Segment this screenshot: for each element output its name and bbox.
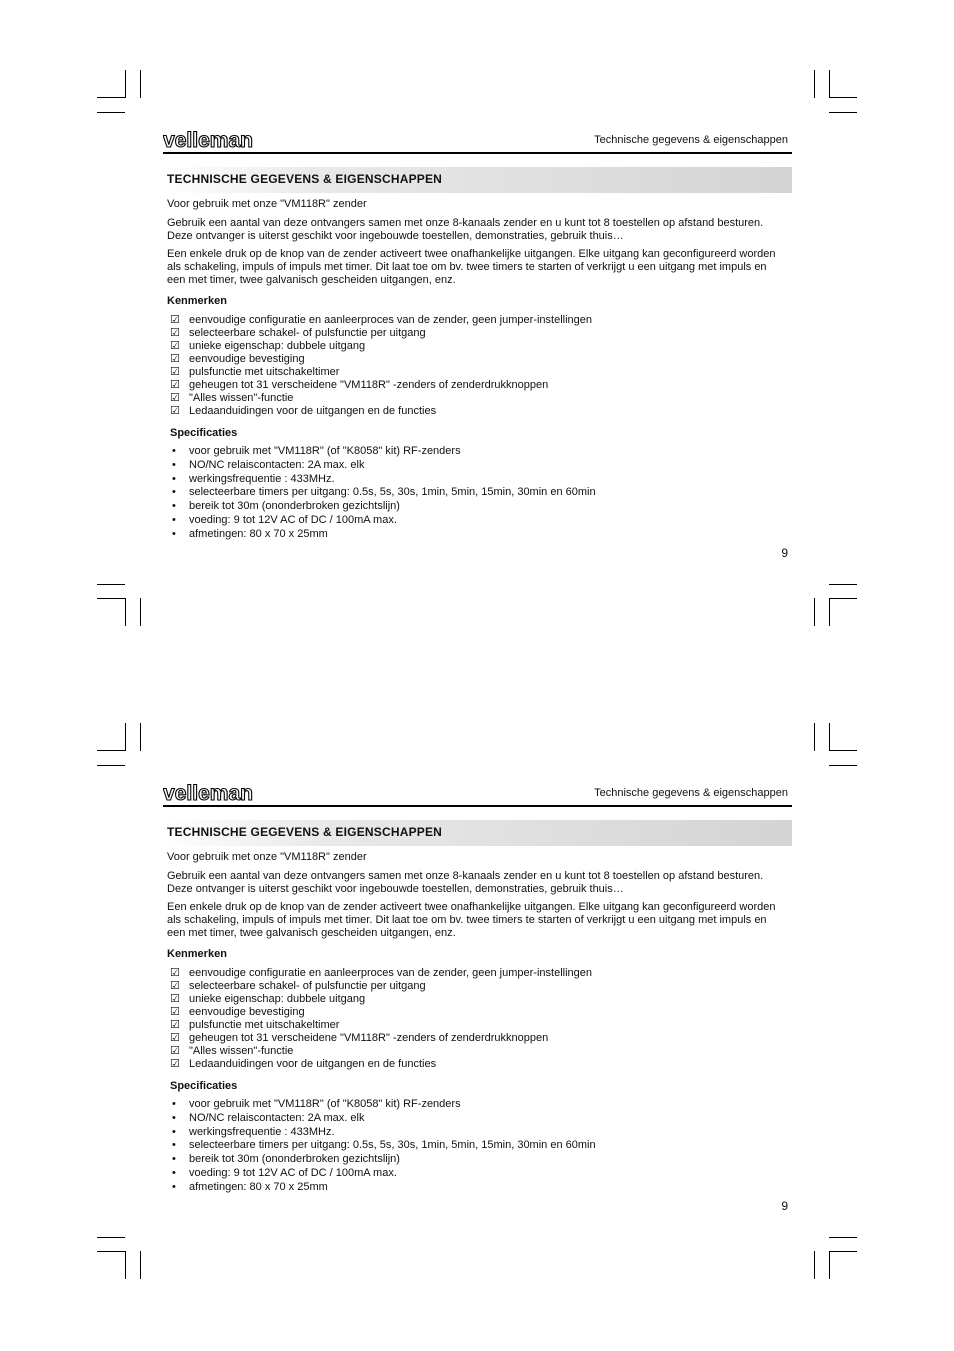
checkbox-icon: ☑	[170, 353, 180, 365]
crop-mark	[97, 1251, 125, 1252]
checkbox-icon: ☑	[170, 366, 180, 378]
list-item: • NO/NC relaiscontacten: 2A max. elk	[172, 1111, 365, 1124]
list-item: • voor gebruik met "VM118R" (of "K8058" kit) RF-zenders	[172, 445, 461, 457]
checkbox-icon: ☑	[170, 980, 180, 992]
description-paragraph-2: Een enkele druk op de knop van de zender activeert twee onafhankelijke uitgangen. Elke uitgang kan geconfigureerd worden als schakeling, impuls of impuls met timer. Dit laat toe om bv. twee timers te starten of verkrijgt u een uitgang met impuls en een met timer, twee galvanisch gescheiden uitgangen, enz.	[167, 248, 776, 286]
description-paragraph-1: Gebruik een aantal van deze ontvangers samen met onze 8-kanaals zender en u kunt tot 8 toestellen op afstand besturen. Deze ontvanger is uiterst geschikt voor ingebouwde toestellen, demonstraties, gebruik thuis…	[167, 870, 764, 895]
crop-mark	[829, 598, 830, 626]
list-item: • werkingsfrequentie : 433MHz.	[172, 472, 335, 485]
section-header	[163, 820, 792, 846]
crop-mark	[814, 598, 815, 626]
list-item: • voor gebruik met "VM118R" (of "K8058" kit) RF-zenders	[172, 1098, 461, 1110]
crop-mark	[814, 70, 815, 98]
checkbox-icon: ☑	[170, 993, 180, 1005]
bullet-icon: •	[172, 1139, 176, 1152]
checkbox-icon: ☑	[170, 1058, 180, 1070]
velleman-logo	[163, 131, 255, 151]
checkbox-icon: ☑	[170, 1006, 180, 1018]
crop-mark	[97, 598, 125, 599]
list-item: ☑ eenvoudige configuratie en aanleerproces van de zender, geen jumper-instellingen	[170, 314, 592, 326]
crop-mark	[97, 97, 125, 98]
page-2	[0, 653, 954, 1306]
crop-mark	[829, 723, 830, 751]
checkbox-icon: ☑	[170, 405, 180, 417]
bullet-icon: •	[172, 1098, 176, 1110]
list-item: ☑ Ledaanduidingen voor de uitgangen en de functies	[170, 1058, 437, 1070]
crop-mark	[125, 598, 126, 626]
list-item: • voeding: 9 tot 12V AC of DC / 100mA max.	[172, 1166, 397, 1179]
bullet-icon: •	[172, 527, 176, 540]
crop-mark	[829, 70, 830, 98]
list-item: • selecteerbare timers per uitgang: 0.5s, 5s, 30s, 1min, 5min, 15min, 30min en 60min	[172, 1139, 596, 1152]
crop-mark	[829, 1251, 830, 1279]
list-item: • bereik tot 30m (ononderbroken gezichtslijn)	[172, 500, 400, 513]
features-list	[170, 314, 592, 418]
list-item: • afmetingen: 80 x 70 x 25mm	[172, 527, 328, 540]
checkbox-icon: ☑	[170, 392, 180, 404]
crop-mark	[140, 70, 141, 98]
specs-heading: Specificaties	[170, 427, 238, 439]
header-rule	[163, 152, 792, 154]
checkbox-icon: ☑	[170, 379, 180, 391]
header-title: Technische gegevens & eigenschappen	[594, 787, 788, 799]
crop-mark	[829, 598, 857, 599]
crop-mark	[829, 112, 857, 113]
checkbox-icon: ☑	[170, 327, 180, 339]
crop-mark	[140, 598, 141, 626]
crop-mark	[140, 723, 141, 751]
page-number: 9	[781, 546, 788, 560]
list-item: • voeding: 9 tot 12V AC of DC / 100mA max.	[172, 513, 397, 526]
crop-mark	[97, 765, 125, 766]
crop-mark	[829, 97, 857, 98]
checkbox-icon: ☑	[170, 340, 180, 352]
intro-text: Voor gebruik met onze "VM118R" zender	[167, 198, 367, 210]
bullet-icon: •	[172, 1153, 176, 1166]
velleman-logo	[163, 784, 255, 804]
section-title: TECHNISCHE GEGEVENS & EIGENSCHAPPEN	[167, 825, 443, 839]
bullet-icon: •	[172, 513, 176, 526]
features-list	[170, 967, 592, 1071]
page-1	[0, 0, 954, 653]
checkbox-icon: ☑	[170, 967, 180, 979]
list-item: ☑ selecteerbare schakel- of pulsfunctie per uitgang	[170, 327, 426, 339]
crop-mark	[125, 1251, 126, 1279]
features-heading: Kenmerken	[167, 295, 227, 307]
list-item: • afmetingen: 80 x 70 x 25mm	[172, 1180, 328, 1193]
svg-text:velleman: velleman	[163, 784, 253, 804]
crop-mark	[829, 750, 857, 751]
crop-mark	[97, 1237, 125, 1238]
bullet-icon: •	[172, 1111, 176, 1124]
checkbox-icon: ☑	[170, 1019, 180, 1031]
bullet-icon: •	[172, 472, 176, 485]
list-item: ☑ pulsfunctie met uitschakeltimer	[170, 366, 340, 378]
checkbox-icon: ☑	[170, 1032, 180, 1044]
header-title: Technische gegevens & eigenschappen	[594, 134, 788, 146]
crop-mark	[97, 750, 125, 751]
list-item: ☑ eenvoudige bevestiging	[170, 1006, 305, 1018]
description-paragraph-1: Gebruik een aantal van deze ontvangers samen met onze 8-kanaals zender en u kunt tot 8 toestellen op afstand besturen. Deze ontvanger is uiterst geschikt voor ingebouwde toestellen, demonstraties, gebruik thuis…	[167, 217, 764, 242]
crop-mark	[814, 723, 815, 751]
header-rule	[163, 805, 792, 807]
section-title: TECHNISCHE GEGEVENS & EIGENSCHAPPEN	[167, 172, 443, 186]
specs-heading: Specificaties	[170, 1080, 238, 1092]
list-item: ☑ unieke eigenschap: dubbele uitgang	[170, 993, 366, 1005]
specs-list	[170, 445, 596, 542]
list-item: • selecteerbare timers per uitgang: 0.5s, 5s, 30s, 1min, 5min, 15min, 30min en 60min	[172, 486, 596, 499]
list-item: • NO/NC relaiscontacten: 2A max. elk	[172, 458, 365, 471]
list-item: ☑ eenvoudige bevestiging	[170, 353, 305, 365]
list-item: • werkingsfrequentie : 433MHz.	[172, 1125, 335, 1138]
bullet-icon: •	[172, 458, 176, 471]
bullet-icon: •	[172, 445, 176, 457]
bullet-icon: •	[172, 1125, 176, 1138]
crop-mark	[829, 584, 857, 585]
bullet-icon: •	[172, 486, 176, 499]
checkbox-icon: ☑	[170, 1045, 180, 1057]
page-number: 9	[781, 1199, 788, 1213]
section-header	[163, 167, 792, 193]
crop-mark	[814, 1251, 815, 1279]
list-item: ☑ selecteerbare schakel- of pulsfunctie per uitgang	[170, 980, 426, 992]
list-item: ☑ pulsfunctie met uitschakeltimer	[170, 1019, 340, 1031]
list-item: ☑ unieke eigenschap: dubbele uitgang	[170, 340, 366, 352]
list-item: ☑ eenvoudige configuratie en aanleerproces van de zender, geen jumper-instellingen	[170, 967, 592, 979]
list-item: ☑ "Alles wissen"-functie	[170, 392, 294, 404]
checkbox-icon: ☑	[170, 314, 180, 326]
intro-text: Voor gebruik met onze "VM118R" zender	[167, 851, 367, 863]
features-heading: Kenmerken	[167, 948, 227, 960]
list-item: ☑ Ledaanduidingen voor de uitgangen en de functies	[170, 405, 437, 417]
list-item: • bereik tot 30m (ononderbroken gezichtslijn)	[172, 1153, 400, 1166]
crop-mark	[829, 1237, 857, 1238]
list-item: ☑ "Alles wissen"-functie	[170, 1045, 294, 1057]
crop-mark	[125, 70, 126, 98]
bullet-icon: •	[172, 1180, 176, 1193]
svg-text:velleman: velleman	[163, 131, 253, 151]
crop-mark	[829, 1251, 857, 1252]
crop-mark	[829, 765, 857, 766]
crop-mark	[97, 112, 125, 113]
bullet-icon: •	[172, 1166, 176, 1179]
crop-mark	[140, 1251, 141, 1279]
specs-list	[170, 1098, 596, 1195]
list-item: ☑ geheugen tot 31 verscheidene "VM118R" -zenders of zenderdrukknoppen	[170, 1032, 549, 1044]
bullet-icon: •	[172, 500, 176, 513]
crop-mark	[125, 723, 126, 751]
description-paragraph-2: Een enkele druk op de knop van de zender activeert twee onafhankelijke uitgangen. Elke uitgang kan geconfigureerd worden als schakeling, impuls of impuls met timer. Dit laat toe om bv. twee timers te starten of verkrijgt u een uitgang met impuls en een met timer, twee galvanisch gescheiden uitgangen, enz.	[167, 901, 776, 939]
list-item: ☑ geheugen tot 31 verscheidene "VM118R" -zenders of zenderdrukknoppen	[170, 379, 549, 391]
crop-mark	[97, 584, 125, 585]
